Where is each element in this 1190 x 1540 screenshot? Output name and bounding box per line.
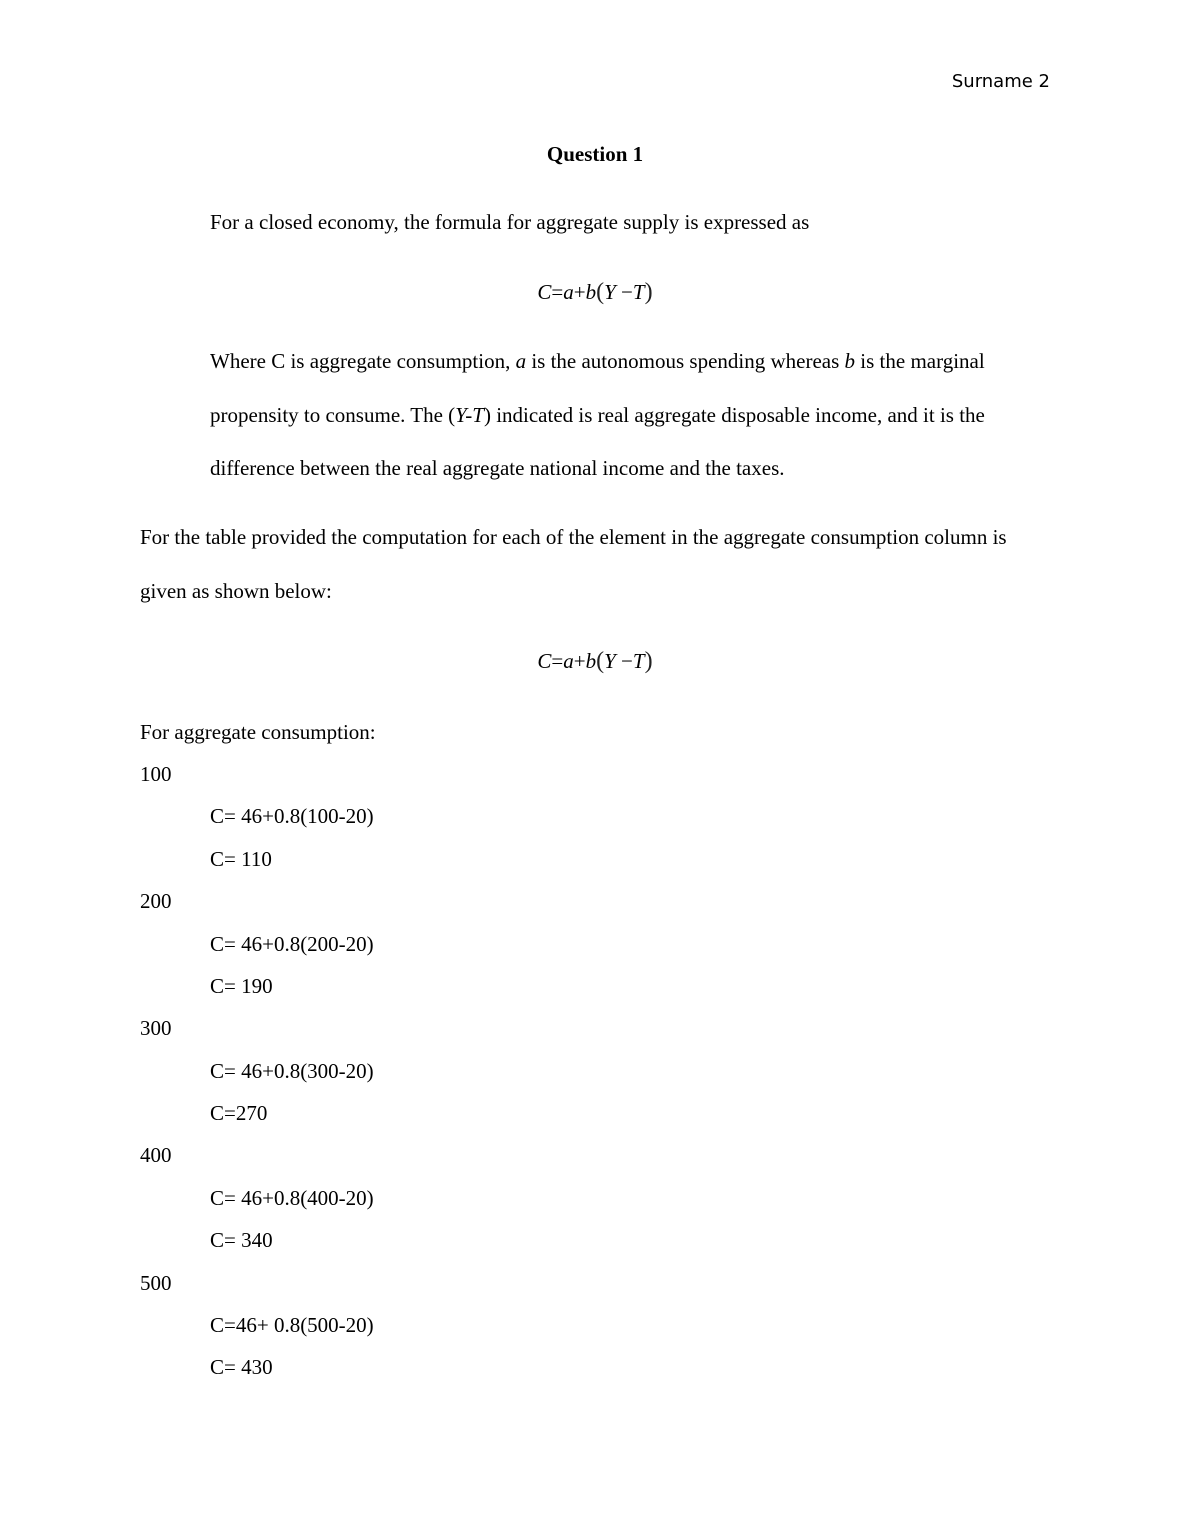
calc-income: 400	[140, 1143, 172, 1167]
where-var-yt: Y-T	[455, 402, 484, 427]
where-var-b: b	[844, 349, 856, 373]
calc-result: C=270	[210, 1101, 268, 1125]
equation-close-paren: )	[644, 279, 653, 305]
equation-minus: −	[621, 280, 633, 304]
equation-plus: +	[573, 280, 586, 304]
where-var-a: a	[515, 349, 527, 373]
calc-income: 300	[140, 1016, 172, 1040]
calc-result: C= 190	[210, 974, 273, 998]
calc-heading: For aggregate consumption:	[140, 720, 376, 744]
calc-formula: C= 46+0.8(200-20)	[210, 932, 374, 956]
equation-t: T	[632, 649, 645, 673]
equation-y: Y	[604, 649, 616, 673]
equation-plus: +	[573, 649, 586, 673]
where-text-4: ) indicated is real aggregate disposable income, and it is the difference between the real aggregate national income and the taxes.	[210, 402, 985, 480]
equation-minus: −	[621, 649, 633, 673]
equation-open-paren: (	[596, 648, 605, 674]
calc-formula: C= 46+0.8(400-20)	[210, 1186, 374, 1210]
equation-open-paren: (	[596, 279, 605, 305]
equation-lhs: C	[537, 649, 552, 673]
where-text-2: is the autonomous spending whereas	[526, 349, 845, 373]
running-head: Surname 2	[951, 71, 1050, 92]
equation-close-paren: )	[644, 648, 653, 674]
calc-formula: C=46+ 0.8(500-20)	[210, 1313, 374, 1337]
where-text-1: Where C is aggregate consumption,	[210, 349, 516, 373]
table-paragraph: For the table provided the computation for each of the element in the aggregate consumption column is given as shown below:	[140, 525, 1007, 603]
calc-result: C= 110	[210, 847, 272, 871]
calc-income: 500	[140, 1271, 172, 1295]
equation-equals: =	[551, 649, 564, 673]
where-text-3: is the marginal propensity to consume. The (	[210, 349, 985, 427]
intro-paragraph: For a closed economy, the formula for aggregate supply is expressed as	[210, 210, 810, 234]
equation-b: b	[585, 280, 597, 304]
equation-equals: =	[551, 280, 564, 304]
calc-income: 200	[140, 889, 172, 913]
calc-formula: C= 46+0.8(100-20)	[210, 804, 374, 828]
calc-result: C= 340	[210, 1228, 273, 1252]
equation-2	[0, 647, 1190, 675]
equation-1	[0, 278, 1190, 306]
equation-b: b	[585, 649, 597, 673]
page-title: Question 1	[546, 142, 644, 166]
equation-t: T	[632, 280, 645, 304]
calc-formula: C= 46+0.8(300-20)	[210, 1059, 374, 1083]
equation-lhs: C	[537, 280, 552, 304]
calc-income: 100	[140, 762, 172, 786]
equation-a: a	[563, 649, 574, 673]
where-paragraph	[210, 335, 1070, 496]
equation-y: Y	[604, 280, 616, 304]
equation-a: a	[563, 280, 574, 304]
calc-result: C= 430	[210, 1355, 273, 1379]
